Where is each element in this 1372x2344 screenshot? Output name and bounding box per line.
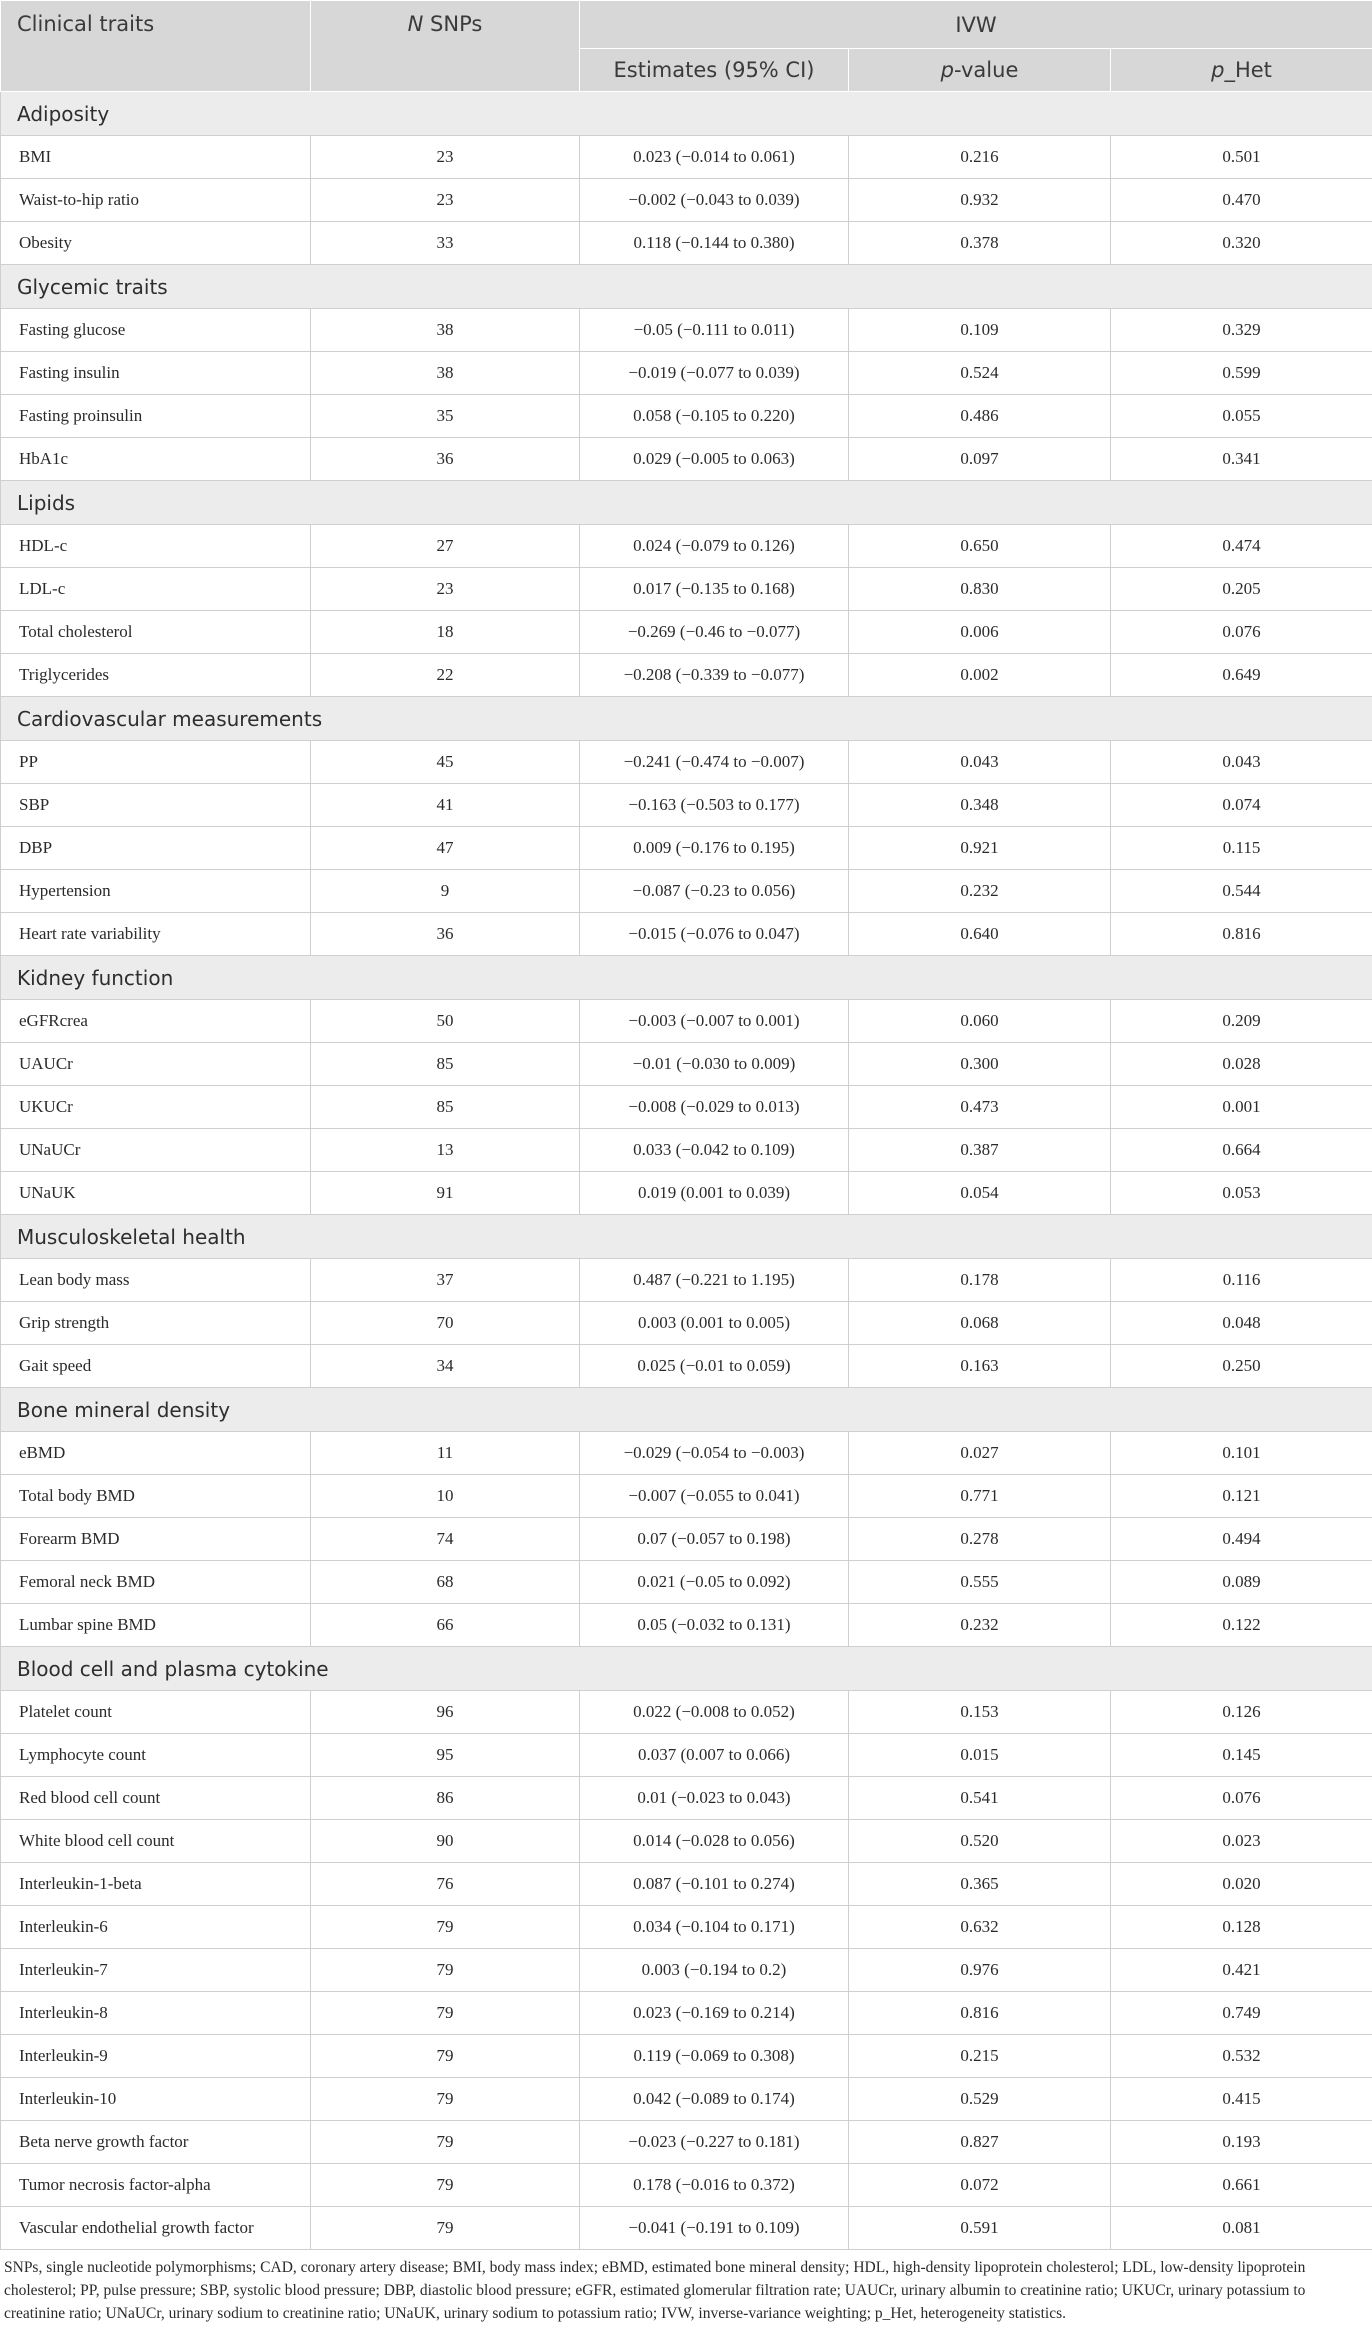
trait-cell: HDL-c — [1, 525, 311, 568]
p-het-cell: 0.250 — [1111, 1345, 1372, 1388]
header-n-snps — [311, 1, 580, 92]
p-value-cell: 0.348 — [849, 784, 1111, 827]
trait-cell: UNaUCr — [1, 1129, 311, 1172]
n-snps-cell: 33 — [311, 222, 580, 265]
p-het-cell: 0.076 — [1111, 1777, 1372, 1820]
trait-cell: Tumor necrosis factor-alpha — [1, 2164, 311, 2207]
n-snps-cell: 35 — [311, 395, 580, 438]
p-het-cell: 0.664 — [1111, 1129, 1372, 1172]
trait-cell: Fasting insulin — [1, 352, 311, 395]
table-row — [1, 309, 1372, 352]
table-row — [1, 1820, 1372, 1863]
n-snps-cell: 34 — [311, 1345, 580, 1388]
trait-cell: Vascular endothelial growth factor — [1, 2207, 311, 2250]
group-header-row — [1, 1215, 1372, 1259]
group-name: Adiposity — [1, 92, 1372, 136]
n-snps-cell: 85 — [311, 1043, 580, 1086]
n-snps-cell: 79 — [311, 2207, 580, 2250]
header-p-het-text: _Het — [1224, 58, 1272, 82]
n-snps-cell: 86 — [311, 1777, 580, 1820]
estimate-cell: 0.037 (0.007 to 0.066) — [580, 1734, 849, 1777]
table-header — [1, 1, 1372, 92]
group-header-row — [1, 265, 1372, 309]
estimate-cell: −0.019 (−0.077 to 0.039) — [580, 352, 849, 395]
p-value-cell: 0.006 — [849, 611, 1111, 654]
header-ivw: IVW — [580, 1, 1372, 49]
table-row — [1, 870, 1372, 913]
p-value-cell: 0.827 — [849, 2121, 1111, 2164]
table-row — [1, 2207, 1372, 2250]
estimate-cell: −0.007 (−0.055 to 0.041) — [580, 1475, 849, 1518]
table-row — [1, 784, 1372, 827]
header-p-value-text: -value — [953, 58, 1019, 82]
header-estimates: Estimates (95% CI) — [580, 49, 849, 92]
estimate-cell: 0.025 (−0.01 to 0.059) — [580, 1345, 849, 1388]
p-value-cell: 0.002 — [849, 654, 1111, 697]
p-het-cell: 0.193 — [1111, 2121, 1372, 2164]
header-n-snps-italic: N — [407, 12, 424, 36]
n-snps-cell: 13 — [311, 1129, 580, 1172]
group-name: Bone mineral density — [1, 1388, 1372, 1432]
p-het-cell: 0.649 — [1111, 654, 1372, 697]
trait-cell: Interleukin-7 — [1, 1949, 311, 1992]
trait-cell: Interleukin-1-beta — [1, 1863, 311, 1906]
group-header-row — [1, 697, 1372, 741]
n-snps-cell: 68 — [311, 1561, 580, 1604]
estimate-cell: −0.041 (−0.191 to 0.109) — [580, 2207, 849, 2250]
p-het-cell: 0.341 — [1111, 438, 1372, 481]
header-p-value — [849, 49, 1111, 92]
table-row — [1, 1863, 1372, 1906]
trait-cell: Grip strength — [1, 1302, 311, 1345]
n-snps-cell: 96 — [311, 1691, 580, 1734]
trait-cell: Triglycerides — [1, 654, 311, 697]
n-snps-cell: 23 — [311, 568, 580, 611]
estimate-cell: 0.023 (−0.014 to 0.061) — [580, 136, 849, 179]
p-het-cell: 0.661 — [1111, 2164, 1372, 2207]
n-snps-cell: 9 — [311, 870, 580, 913]
table-row — [1, 1906, 1372, 1949]
table-row — [1, 2164, 1372, 2207]
trait-cell: Obesity — [1, 222, 311, 265]
trait-cell: Interleukin-9 — [1, 2035, 311, 2078]
p-value-cell: 0.043 — [849, 741, 1111, 784]
n-snps-cell: 36 — [311, 913, 580, 956]
p-value-cell: 0.524 — [849, 352, 1111, 395]
p-het-cell: 0.470 — [1111, 179, 1372, 222]
table-body — [1, 92, 1372, 2250]
p-het-cell: 0.028 — [1111, 1043, 1372, 1086]
n-snps-cell: 79 — [311, 1906, 580, 1949]
n-snps-cell: 76 — [311, 1863, 580, 1906]
p-het-cell: 0.089 — [1111, 1561, 1372, 1604]
estimate-cell: 0.042 (−0.089 to 0.174) — [580, 2078, 849, 2121]
table-row — [1, 395, 1372, 438]
table-row — [1, 136, 1372, 179]
group-name: Lipids — [1, 481, 1372, 525]
n-snps-cell: 23 — [311, 136, 580, 179]
table-row — [1, 352, 1372, 395]
table-row — [1, 1691, 1372, 1734]
p-value-cell: 0.591 — [849, 2207, 1111, 2250]
table-row — [1, 654, 1372, 697]
n-snps-cell: 70 — [311, 1302, 580, 1345]
p-het-cell: 0.205 — [1111, 568, 1372, 611]
n-snps-cell: 79 — [311, 1992, 580, 2035]
p-het-cell: 0.501 — [1111, 136, 1372, 179]
p-het-cell: 0.048 — [1111, 1302, 1372, 1345]
trait-cell: PP — [1, 741, 311, 784]
p-het-cell: 0.081 — [1111, 2207, 1372, 2250]
group-name: Kidney function — [1, 956, 1372, 1000]
p-het-cell: 0.121 — [1111, 1475, 1372, 1518]
header-clinical-traits: Clinical traits — [1, 1, 311, 92]
p-het-cell: 0.101 — [1111, 1432, 1372, 1475]
table-row — [1, 1604, 1372, 1647]
p-value-cell: 0.921 — [849, 827, 1111, 870]
n-snps-cell: 79 — [311, 2035, 580, 2078]
trait-cell: eGFRcrea — [1, 1000, 311, 1043]
table-row — [1, 1949, 1372, 1992]
p-het-cell: 0.115 — [1111, 827, 1372, 870]
p-value-cell: 0.232 — [849, 870, 1111, 913]
table-row — [1, 1475, 1372, 1518]
table-row — [1, 222, 1372, 265]
table-row — [1, 1345, 1372, 1388]
estimate-cell: 0.003 (0.001 to 0.005) — [580, 1302, 849, 1345]
p-het-cell: 0.415 — [1111, 2078, 1372, 2121]
n-snps-cell: 10 — [311, 1475, 580, 1518]
trait-cell: Total cholesterol — [1, 611, 311, 654]
trait-cell: Lymphocyte count — [1, 1734, 311, 1777]
p-value-cell: 0.473 — [849, 1086, 1111, 1129]
group-name: Cardiovascular measurements — [1, 697, 1372, 741]
p-value-cell: 0.054 — [849, 1172, 1111, 1215]
p-het-cell: 0.020 — [1111, 1863, 1372, 1906]
n-snps-cell: 79 — [311, 2121, 580, 2164]
n-snps-cell: 41 — [311, 784, 580, 827]
table-row — [1, 1043, 1372, 1086]
estimate-cell: 0.087 (−0.101 to 0.274) — [580, 1863, 849, 1906]
estimate-cell: −0.269 (−0.46 to −0.077) — [580, 611, 849, 654]
table-row — [1, 525, 1372, 568]
trait-cell: UAUCr — [1, 1043, 311, 1086]
estimate-cell: 0.024 (−0.079 to 0.126) — [580, 525, 849, 568]
p-het-cell: 0.816 — [1111, 913, 1372, 956]
trait-cell: Interleukin-8 — [1, 1992, 311, 2035]
table-row — [1, 827, 1372, 870]
estimate-cell: 0.022 (−0.008 to 0.052) — [580, 1691, 849, 1734]
p-het-cell: 0.128 — [1111, 1906, 1372, 1949]
p-het-cell: 0.421 — [1111, 1949, 1372, 1992]
estimate-cell: 0.058 (−0.105 to 0.220) — [580, 395, 849, 438]
trait-cell: Platelet count — [1, 1691, 311, 1734]
trait-cell: LDL-c — [1, 568, 311, 611]
estimate-cell: 0.003 (−0.194 to 0.2) — [580, 1949, 849, 1992]
trait-cell: Lean body mass — [1, 1259, 311, 1302]
n-snps-cell: 50 — [311, 1000, 580, 1043]
trait-cell: Interleukin-6 — [1, 1906, 311, 1949]
p-het-cell: 0.055 — [1111, 395, 1372, 438]
estimate-cell: −0.029 (−0.054 to −0.003) — [580, 1432, 849, 1475]
trait-cell: Forearm BMD — [1, 1518, 311, 1561]
p-het-cell: 0.494 — [1111, 1518, 1372, 1561]
p-value-cell: 0.520 — [849, 1820, 1111, 1863]
n-snps-cell: 23 — [311, 179, 580, 222]
table-row — [1, 568, 1372, 611]
table-row — [1, 1129, 1372, 1172]
p-value-cell: 0.387 — [849, 1129, 1111, 1172]
table-row — [1, 2121, 1372, 2164]
p-het-cell: 0.474 — [1111, 525, 1372, 568]
trait-cell: BMI — [1, 136, 311, 179]
n-snps-cell: 38 — [311, 352, 580, 395]
estimate-cell: 0.034 (−0.104 to 0.171) — [580, 1906, 849, 1949]
p-het-cell: 0.001 — [1111, 1086, 1372, 1129]
table-row — [1, 913, 1372, 956]
estimate-cell: −0.163 (−0.503 to 0.177) — [580, 784, 849, 827]
p-value-cell: 0.163 — [849, 1345, 1111, 1388]
estimate-cell: 0.118 (−0.144 to 0.380) — [580, 222, 849, 265]
table-footnote: SNPs, single nucleotide polymorphisms; CAD, coronary artery disease; BMI, body mass index; eBMD, estimated bone mineral density; HDL, high-density lipoprotein cholesterol; LDL, low-density lipoprotein cholesterol; PP, pulse pressure; SBP, systolic blood pressure; DBP, diastolic blood pressure; eGFR, estimated glomerular filtration rate; UAUCr, urinary albumin to creatinine ratio; UKUCr, urinary potassium to creatinine ratio; UNaUCr, urinary sodium to creatinine ratio; UNaUK, urinary sodium to potassium ratio; IVW, inverse-variance weighting; p_Het, heterogeneity statistics. — [4, 2259, 1306, 2322]
n-snps-cell: 45 — [311, 741, 580, 784]
p-value-cell: 0.816 — [849, 1992, 1111, 2035]
p-value-cell: 0.365 — [849, 1863, 1111, 1906]
group-header-row — [1, 956, 1372, 1000]
p-het-cell: 0.043 — [1111, 741, 1372, 784]
p-value-cell: 0.830 — [849, 568, 1111, 611]
p-het-cell: 0.599 — [1111, 352, 1372, 395]
p-value-cell: 0.300 — [849, 1043, 1111, 1086]
trait-cell: Fasting glucose — [1, 309, 311, 352]
estimate-cell: 0.023 (−0.169 to 0.214) — [580, 1992, 849, 2035]
p-value-cell: 0.027 — [849, 1432, 1111, 1475]
group-name: Musculoskeletal health — [1, 1215, 1372, 1259]
p-het-cell: 0.329 — [1111, 309, 1372, 352]
p-value-cell: 0.232 — [849, 1604, 1111, 1647]
trait-cell: Waist-to-hip ratio — [1, 179, 311, 222]
p-value-cell: 0.640 — [849, 913, 1111, 956]
n-snps-cell: 95 — [311, 1734, 580, 1777]
table-row — [1, 741, 1372, 784]
table-row — [1, 1432, 1372, 1475]
trait-cell: Lumbar spine BMD — [1, 1604, 311, 1647]
estimate-cell: 0.119 (−0.069 to 0.308) — [580, 2035, 849, 2078]
p-het-cell: 0.145 — [1111, 1734, 1372, 1777]
trait-cell: Hypertension — [1, 870, 311, 913]
n-snps-cell: 79 — [311, 2078, 580, 2121]
p-value-cell: 0.068 — [849, 1302, 1111, 1345]
group-header-row — [1, 92, 1372, 136]
p-value-cell: 0.109 — [849, 309, 1111, 352]
n-snps-cell: 79 — [311, 2164, 580, 2207]
trait-cell: Fasting proinsulin — [1, 395, 311, 438]
estimate-cell: −0.01 (−0.030 to 0.009) — [580, 1043, 849, 1086]
estimate-cell: −0.208 (−0.339 to −0.077) — [580, 654, 849, 697]
p-het-cell: 0.023 — [1111, 1820, 1372, 1863]
header-n-snps-text: SNPs — [423, 12, 483, 36]
estimate-cell: 0.014 (−0.028 to 0.056) — [580, 1820, 849, 1863]
table-row — [1, 438, 1372, 481]
estimate-cell: 0.05 (−0.032 to 0.131) — [580, 1604, 849, 1647]
n-snps-cell: 38 — [311, 309, 580, 352]
n-snps-cell: 85 — [311, 1086, 580, 1129]
n-snps-cell: 66 — [311, 1604, 580, 1647]
p-value-cell: 0.650 — [849, 525, 1111, 568]
trait-cell: UNaUK — [1, 1172, 311, 1215]
table-row — [1, 1561, 1372, 1604]
trait-cell: Femoral neck BMD — [1, 1561, 311, 1604]
n-snps-cell: 47 — [311, 827, 580, 870]
estimate-cell: 0.01 (−0.023 to 0.043) — [580, 1777, 849, 1820]
p-value-cell: 0.153 — [849, 1691, 1111, 1734]
trait-cell: Beta nerve growth factor — [1, 2121, 311, 2164]
p-het-cell: 0.116 — [1111, 1259, 1372, 1302]
table-row — [1, 1302, 1372, 1345]
estimate-cell: 0.07 (−0.057 to 0.198) — [580, 1518, 849, 1561]
estimate-cell: −0.241 (−0.474 to −0.007) — [580, 741, 849, 784]
header-p-het — [1111, 49, 1372, 92]
n-snps-cell: 90 — [311, 1820, 580, 1863]
n-snps-cell: 79 — [311, 1949, 580, 1992]
group-header-row — [1, 1647, 1372, 1691]
p-value-cell: 0.555 — [849, 1561, 1111, 1604]
p-het-cell: 0.126 — [1111, 1691, 1372, 1734]
table-row — [1, 1518, 1372, 1561]
p-value-cell: 0.097 — [849, 438, 1111, 481]
header-p-value-italic: p — [940, 58, 954, 82]
trait-cell: Gait speed — [1, 1345, 311, 1388]
estimate-cell: −0.003 (−0.007 to 0.001) — [580, 1000, 849, 1043]
table-row — [1, 1172, 1372, 1215]
table-row — [1, 1992, 1372, 2035]
trait-cell: UKUCr — [1, 1086, 311, 1129]
group-name: Blood cell and plasma cytokine — [1, 1647, 1372, 1691]
estimate-cell: 0.019 (0.001 to 0.039) — [580, 1172, 849, 1215]
p-value-cell: 0.976 — [849, 1949, 1111, 1992]
p-value-cell: 0.215 — [849, 2035, 1111, 2078]
estimate-cell: 0.017 (−0.135 to 0.168) — [580, 568, 849, 611]
table-row — [1, 1086, 1372, 1129]
trait-cell: Total body BMD — [1, 1475, 311, 1518]
estimate-cell: −0.008 (−0.029 to 0.013) — [580, 1086, 849, 1129]
estimate-cell: −0.002 (−0.043 to 0.039) — [580, 179, 849, 222]
p-het-cell: 0.544 — [1111, 870, 1372, 913]
estimate-cell: 0.021 (−0.05 to 0.092) — [580, 1561, 849, 1604]
p-het-cell: 0.074 — [1111, 784, 1372, 827]
p-value-cell: 0.486 — [849, 395, 1111, 438]
p-het-cell: 0.749 — [1111, 1992, 1372, 2035]
p-value-cell: 0.932 — [849, 179, 1111, 222]
p-value-cell: 0.771 — [849, 1475, 1111, 1518]
p-value-cell: 0.216 — [849, 136, 1111, 179]
trait-cell: Red blood cell count — [1, 1777, 311, 1820]
n-snps-cell: 18 — [311, 611, 580, 654]
group-header-row — [1, 481, 1372, 525]
estimate-cell: −0.087 (−0.23 to 0.056) — [580, 870, 849, 913]
n-snps-cell: 22 — [311, 654, 580, 697]
table-row — [1, 2078, 1372, 2121]
group-header-row — [1, 1388, 1372, 1432]
trait-cell: DBP — [1, 827, 311, 870]
n-snps-cell: 91 — [311, 1172, 580, 1215]
n-snps-cell: 36 — [311, 438, 580, 481]
table-row — [1, 2035, 1372, 2078]
table-row — [1, 611, 1372, 654]
estimate-cell: 0.029 (−0.005 to 0.063) — [580, 438, 849, 481]
p-het-cell: 0.532 — [1111, 2035, 1372, 2078]
estimate-cell: 0.033 (−0.042 to 0.109) — [580, 1129, 849, 1172]
p-value-cell: 0.072 — [849, 2164, 1111, 2207]
trait-cell: Interleukin-10 — [1, 2078, 311, 2121]
estimate-cell: 0.178 (−0.016 to 0.372) — [580, 2164, 849, 2207]
table-row — [1, 1777, 1372, 1820]
p-value-cell: 0.632 — [849, 1906, 1111, 1949]
estimate-cell: −0.015 (−0.076 to 0.047) — [580, 913, 849, 956]
p-het-cell: 0.209 — [1111, 1000, 1372, 1043]
p-value-cell: 0.060 — [849, 1000, 1111, 1043]
table-row — [1, 1000, 1372, 1043]
p-het-cell: 0.122 — [1111, 1604, 1372, 1647]
estimate-cell: −0.05 (−0.111 to 0.011) — [580, 309, 849, 352]
p-value-cell: 0.378 — [849, 222, 1111, 265]
header-p-het-italic: p — [1211, 58, 1225, 82]
p-value-cell: 0.178 — [849, 1259, 1111, 1302]
p-het-cell: 0.076 — [1111, 611, 1372, 654]
table-row — [1, 1259, 1372, 1302]
trait-cell: White blood cell count — [1, 1820, 311, 1863]
n-snps-cell: 27 — [311, 525, 580, 568]
trait-cell: HbA1c — [1, 438, 311, 481]
n-snps-cell: 74 — [311, 1518, 580, 1561]
trait-cell: eBMD — [1, 1432, 311, 1475]
p-value-cell: 0.541 — [849, 1777, 1111, 1820]
p-het-cell: 0.053 — [1111, 1172, 1372, 1215]
table-row — [1, 179, 1372, 222]
p-value-cell: 0.015 — [849, 1734, 1111, 1777]
estimate-cell: 0.009 (−0.176 to 0.195) — [580, 827, 849, 870]
estimate-cell: 0.487 (−0.221 to 1.195) — [580, 1259, 849, 1302]
trait-cell: SBP — [1, 784, 311, 827]
p-het-cell: 0.320 — [1111, 222, 1372, 265]
table-row — [1, 1734, 1372, 1777]
p-value-cell: 0.278 — [849, 1518, 1111, 1561]
n-snps-cell: 37 — [311, 1259, 580, 1302]
n-snps-cell: 11 — [311, 1432, 580, 1475]
trait-cell: Heart rate variability — [1, 913, 311, 956]
group-name: Glycemic traits — [1, 265, 1372, 309]
p-value-cell: 0.529 — [849, 2078, 1111, 2121]
estimate-cell: −0.023 (−0.227 to 0.181) — [580, 2121, 849, 2164]
